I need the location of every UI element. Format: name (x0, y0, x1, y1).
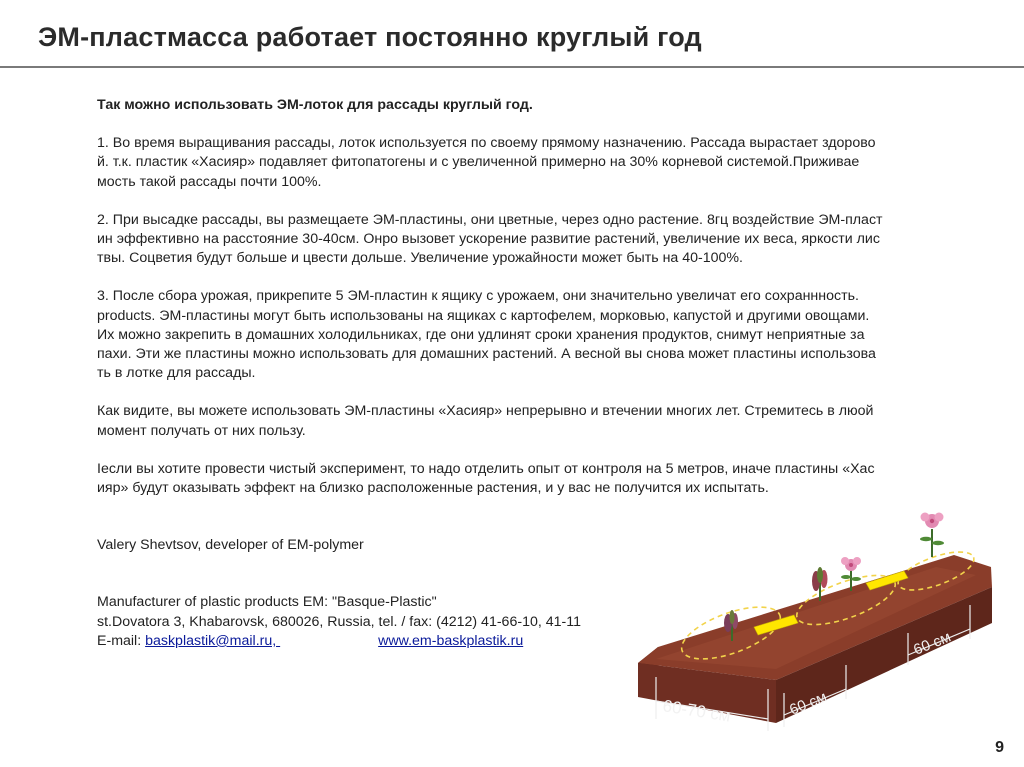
website-link[interactable]: www.em-baskplastik.ru (378, 632, 524, 649)
address-line: st.Dovatora 3, Khabarovsk, 680026, Russia, tel. / fax: (4212) 41-66-10, 41-11 (97, 613, 581, 630)
paragraph-5: Iесли вы хотите провести чистый эксперимент, то надо отделить опыт от контроля на 5 метров, иначе пластины «Хас ияр» будут оказывать эффект на близко расположенные растения, и у вас не получится их испытать. (97, 460, 875, 497)
signature: Valery Shevtsov, developer of EM-polymer (97, 537, 364, 554)
title-divider (0, 66, 1024, 68)
label-spacing-back: 60 см (911, 628, 954, 659)
email-link[interactable]: baskplastik@mail.ru, (145, 632, 281, 649)
manufacturer-line: Manufacturer of plastic products EM: "Basque-Plastic" (97, 594, 437, 611)
lead-paragraph: Так можно использовать ЭМ-лоток для рассады круглый год. (97, 97, 533, 113)
email-label: E-mail: (97, 632, 146, 649)
paragraph-2: 2. При высадке рассады, вы размещаете ЭМ-пластины, они цветные, через одно растение. 8гц воздействие ЭМ-пласт ин эффективно на расстояние 30-40см. Онро вызовет ускорение развитие растений, увеличение их веса, яркости лис твы. Соцветия будут больше и цвести дольше. Увеличение урожайности может быть на 40-100%. (97, 211, 883, 267)
seedling-bed-diagram (636, 505, 996, 735)
paragraph-1: 1. Во время выращивания рассады, лоток используется по своему прямому назначению. Рассада вырастает здорово й. т.к. пластик «Хасияр» подавляет фитопатогены и с увеличенной примерно на 30% корневой системой.Приживае мость такой рассады почти 100%. (97, 135, 876, 190)
page-number: 9 (995, 739, 1004, 756)
paragraph-4: Как видите, вы можете использовать ЭМ-пластины «Хасияр» непрерывно и втечении многих лет. Стремитесь в люой момент получать от них пользу. (97, 403, 874, 439)
label-bed-width: 60-70 см (661, 696, 732, 726)
slide-title: ЭМ-пластмасса работает постоянно круглый год (38, 22, 702, 52)
paragraph-3: 3. После сбора урожая, прикрепите 5 ЭМ-пластин к ящику с урожаем, они значительно увеличат его сохраннность. products. ЭМ-пластины могут быть использованы на ящиках с картофелем, морковью, капустой и другими овощами. Их можно закрепить в домашних холодильниках, где они удлинят сроки хранения продуктов, снимут неприятные за пахи. Эти же пластины можно использовать для домашних растений. А весной вы снова может пластины использова ть в лотке для рассады. (97, 288, 876, 382)
flower-plant (920, 513, 944, 558)
label-spacing-front: 60 см (787, 688, 830, 719)
